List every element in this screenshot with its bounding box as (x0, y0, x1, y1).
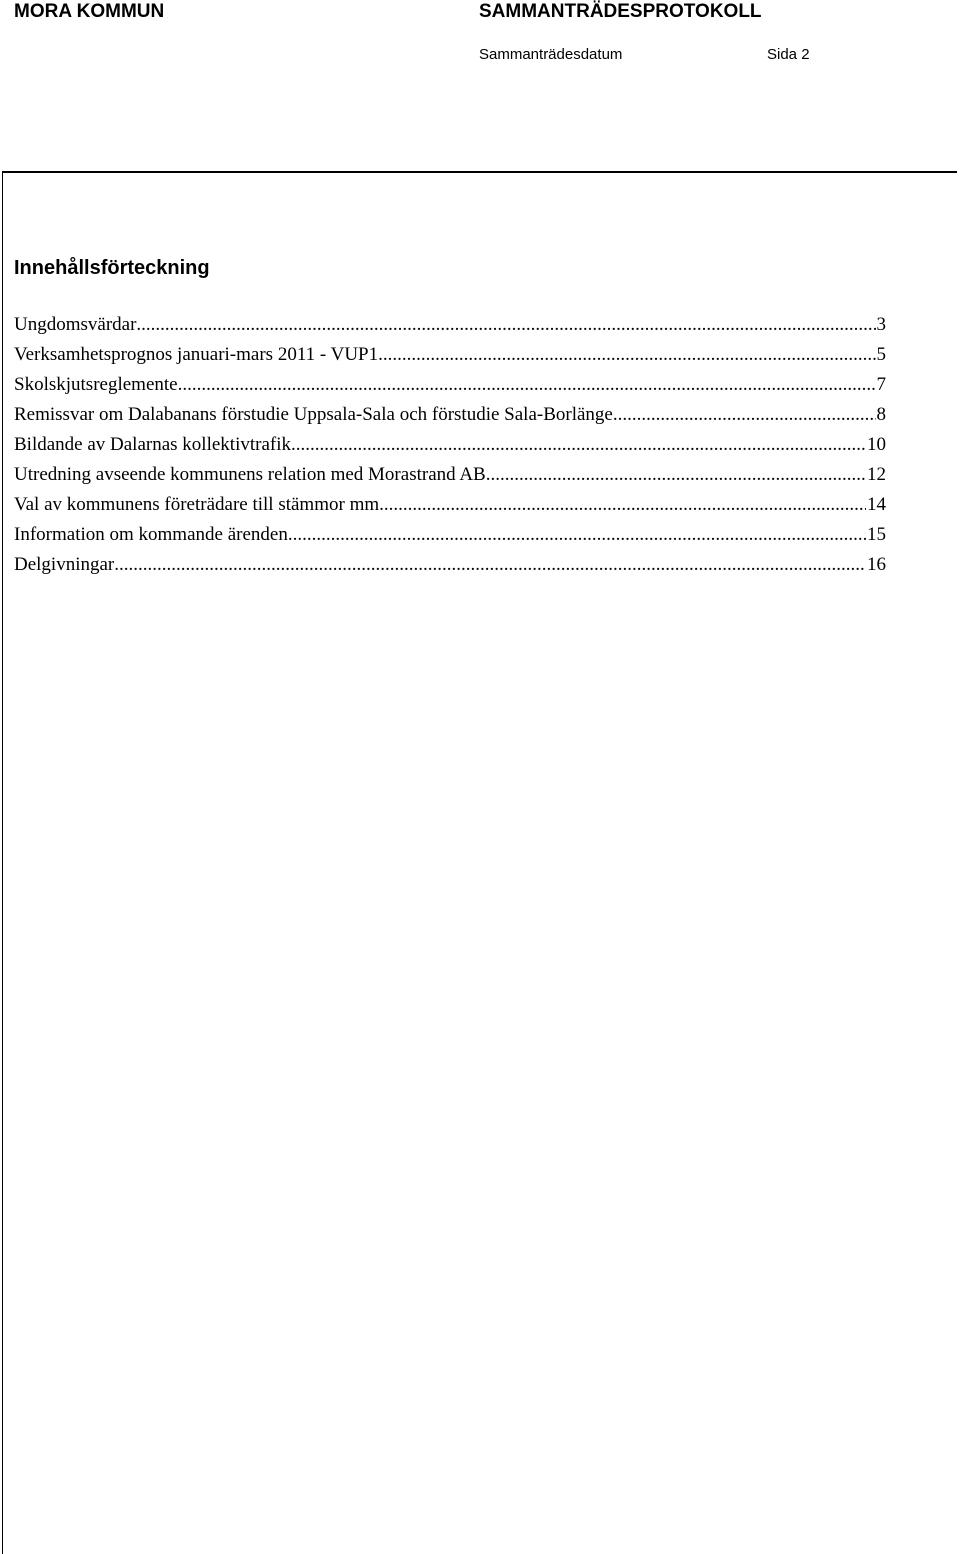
toc-entry[interactable] (14, 460, 886, 490)
organization-name: MORA KOMMUN (14, 1, 165, 22)
toc-entry[interactable] (14, 370, 886, 400)
toc-dot-leader (613, 400, 876, 430)
toc-entry-title: Information om kommande ärenden (14, 524, 288, 545)
document-type: SAMMANTRÄDESPROTOKOLL (479, 1, 762, 22)
toc-entry[interactable] (14, 490, 886, 520)
toc-dot-leader (114, 550, 866, 580)
toc-entry-title: Val av kommunens företrädare till stämmor mm (14, 494, 380, 515)
toc-entry-title: Bildande av Dalarnas kollektivtrafik (14, 434, 291, 455)
toc-entry-page: 7 (876, 374, 886, 395)
toc-entry-title: Remissvar om Dalabanans förstudie Uppsala-Sala och förstudie Sala-Borlänge (14, 404, 613, 425)
toc-entry[interactable] (14, 310, 886, 340)
meeting-date-label: Sammanträdesdatum (479, 46, 623, 63)
toc-entry-page: 8 (876, 404, 886, 425)
toc-dot-leader (136, 310, 875, 340)
toc-entry-page: 15 (867, 524, 886, 545)
toc-dot-leader (379, 490, 866, 520)
toc-entry[interactable] (14, 340, 886, 370)
toc-entry[interactable] (14, 430, 886, 460)
toc-dot-leader (378, 340, 875, 370)
toc-entry[interactable] (14, 400, 886, 430)
toc-dot-leader (486, 460, 866, 490)
toc-entry-title: Utredning avseende kommunens relation med Morastrand AB (14, 464, 486, 485)
toc-dot-leader (291, 430, 866, 460)
toc-entry-title: Skolskjutsreglemente (14, 374, 178, 395)
toc-entry-page: 3 (876, 314, 886, 335)
toc-entry-page: 10 (867, 434, 886, 455)
toc-list (14, 310, 886, 580)
toc-dot-leader (288, 520, 866, 550)
toc-entry-title: Delgivningar (14, 554, 115, 575)
toc-dot-leader (178, 370, 876, 400)
toc-heading: Innehållsförteckning (14, 257, 210, 279)
toc-entry-title: Ungdomsvärdar (14, 314, 137, 335)
toc-entry-title: Verksamhetsprognos januari-mars 2011 - VUP1 (14, 344, 379, 365)
toc-entry-page: 12 (867, 464, 886, 485)
toc-entry-page: 16 (867, 554, 886, 575)
toc-entry-page: 14 (867, 494, 886, 515)
toc-entry-page: 5 (876, 344, 886, 365)
page-number: Sida 2 (767, 46, 810, 63)
toc-entry[interactable] (14, 550, 886, 580)
toc-entry[interactable] (14, 520, 886, 550)
